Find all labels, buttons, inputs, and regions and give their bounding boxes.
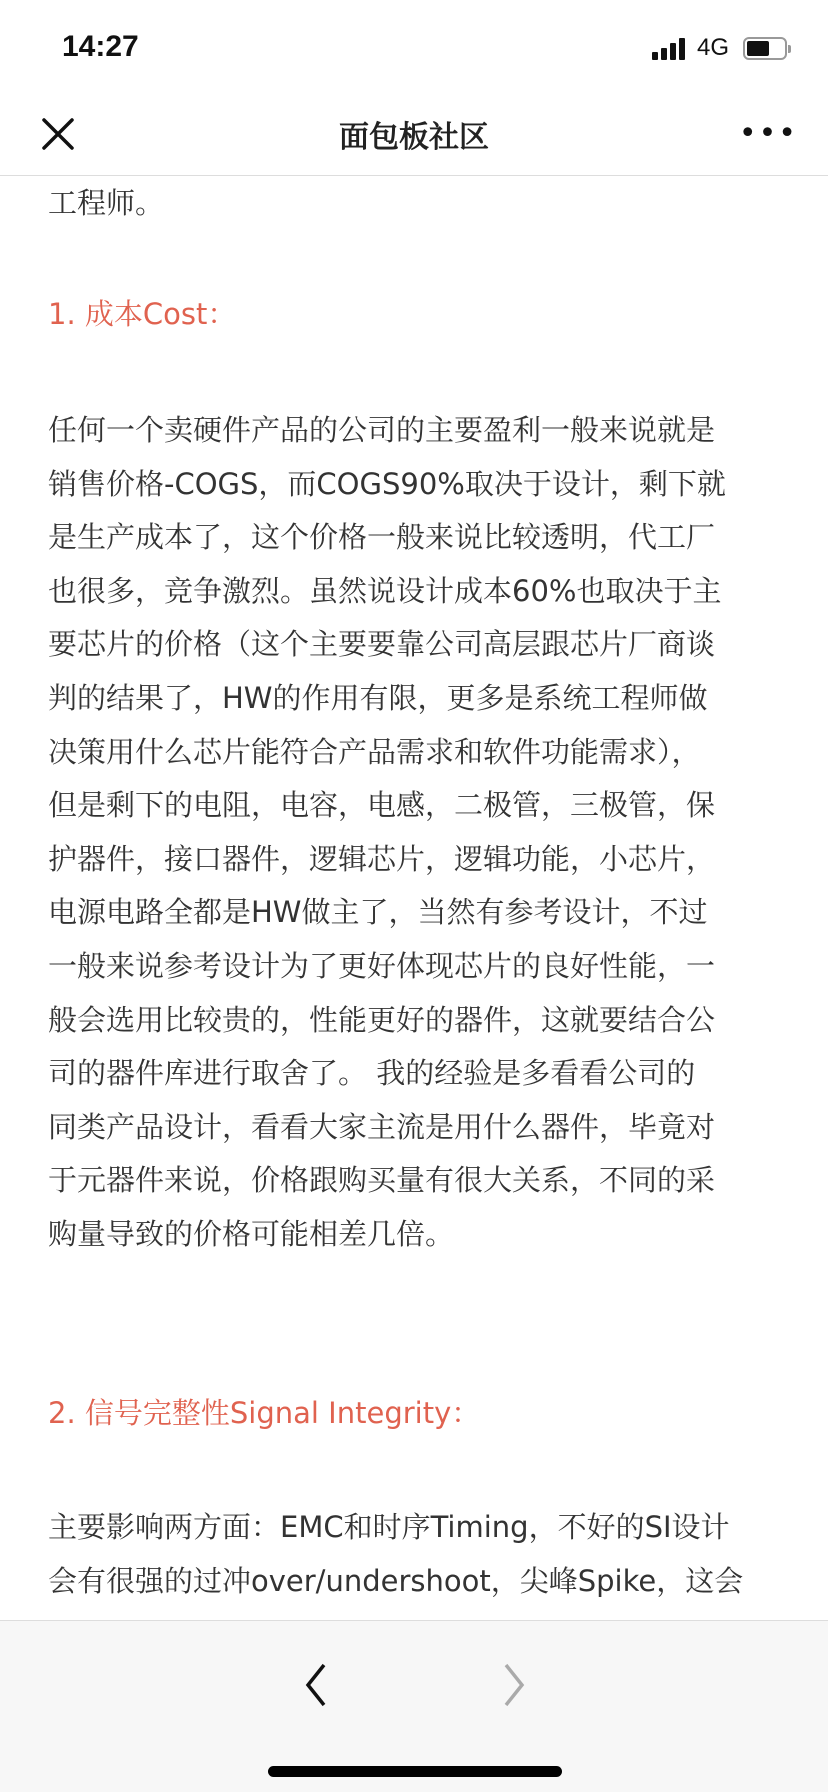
chevron-right-icon [494,1655,534,1715]
paragraph-cost [48,404,788,1262]
network-type: 4G [697,34,730,61]
section-heading-cost: 1. 成本Cost： [48,297,237,331]
text-line: 电源电路全都是HW做主了，当然有参考设计，不过 [48,895,708,930]
text-line: 同类产品设计，看看大家主流是用什么器件，毕竟对 [48,1109,716,1144]
text-line: 任何一个卖硬件产品的公司的主要盈利一般来说就是 [48,413,716,447]
text-line: 一般来说参考设计为了更好体现芯片的良好性能，一 [48,948,716,983]
text-line: 般会选用比较贵的，性能更好的器件，这就要结合公 [48,1002,716,1037]
section-heading-signal-integrity: 2. 信号完整性Signal Integrity： [48,1396,481,1430]
status-time: 14:27 [62,30,139,63]
text-line: 决策用什么芯片能符合产品需求和软件功能需求）， [48,734,701,769]
page-title: 面包板社区 [339,120,489,155]
chevron-left-icon [296,1655,336,1715]
nav-bar [0,100,828,176]
text-line: 于元器件来说，价格跟购买量有很大关系，不同的采 [48,1163,716,1198]
more-button[interactable] [738,116,798,151]
text-line: 是生产成本了，这个价格一般来说比较透明，代工厂 [48,520,716,555]
paragraph-tail: 工程师。 [48,186,165,220]
text-line: 会有很强的过冲over/undershoot，尖峰Spike，这会 [48,1563,744,1598]
text-line: 要芯片的价格（这个主要要靠公司高层跟芯片厂商谈 [48,627,716,662]
more-icon: ••• [738,116,798,151]
text-line: 司的器件库进行取舍了。 我的经验是多看看公司的 [48,1056,696,1091]
text-line: 购量导致的价格可能相差几倍。 [48,1216,455,1251]
home-indicator [268,1766,562,1777]
text-line: 护器件，接口器件，逻辑芯片，逻辑功能，小芯片， [48,841,716,876]
article-content[interactable] [0,177,828,1620]
signal-icon [652,38,685,60]
back-button[interactable] [296,1655,336,1715]
paragraph-signal-integrity [48,1501,788,1608]
text-line: 判的结果了，HW的作用有限，更多是系统工程师做 [48,680,708,715]
text-line: 但是剩下的电阻，电容，电感，二极管，三极管，保 [48,788,716,823]
battery-icon [743,37,787,60]
text-line: 主要影响两方面：EMC和时序Timing，不好的SI设计 [48,1510,730,1544]
text-line: 销售价格-COGS，而COGS90%取决于设计，剩下就 [48,466,726,501]
text-line: 也很多，竞争激烈。虽然说设计成本60%也取决于主 [48,573,722,608]
forward-button[interactable] [494,1655,534,1715]
status-bar [0,0,828,100]
